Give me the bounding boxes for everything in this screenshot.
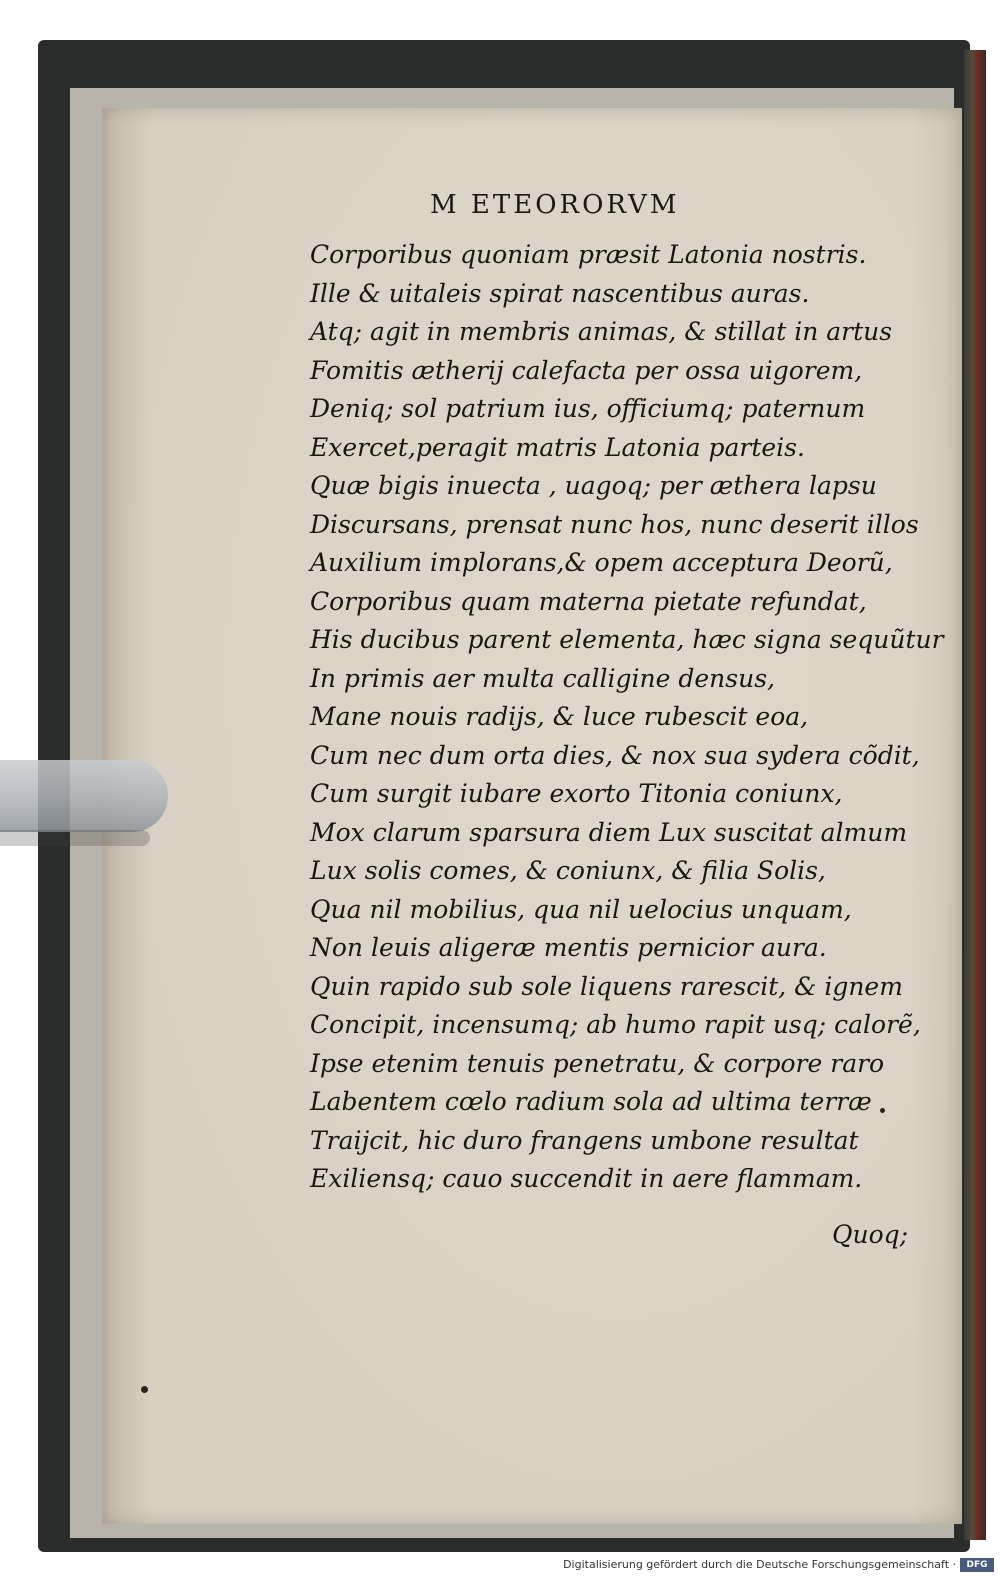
verse-line: Quin rapido sub sole liquens rarescit, & ignem	[310, 971, 903, 1001]
verse-line: Concipit, incensumq; ab humo rapit usq; calorẽ,	[310, 1010, 921, 1039]
verse-line: Labentem cœlo radium sola ad ultima terræ	[310, 1087, 872, 1116]
dfg-logo: DFG	[960, 1558, 994, 1572]
page-clip-shadow	[0, 830, 150, 846]
digitization-credit: Digitalisierung gefördert durch die Deutsche Forschungsgemeinschaft ·	[563, 1558, 956, 1571]
verse-line: Lux solis comes, & coniunx, & filia Solis,	[310, 856, 826, 885]
ink-speck	[141, 1386, 148, 1393]
verse-line: Mox clarum sparsura diem Lux suscitat almum	[310, 817, 908, 847]
page-clip	[0, 760, 168, 832]
verse-line: Non leuis aligeræ mentis pernicior aura.	[310, 933, 827, 962]
verse-line: Qua nil mobilius, qua nil uelocius unquam,	[310, 894, 852, 924]
catchword: Quoq;	[832, 1220, 909, 1249]
verse-line: Fomitis ætherij calefacta per ossa uigorem,	[310, 355, 863, 385]
verse-line: Cum surgit iubare exorto Titonia coniunx,	[310, 779, 843, 808]
verse-line: Auxilium implorans,& opem acceptura Deorũ,	[310, 548, 893, 577]
verse-line: Corporibus quam materna pietate refundat,	[310, 586, 867, 616]
verse-line: Ille & uitaleis spirat nascentibus auras.	[310, 278, 810, 308]
verse-line: Corporibus quoniam præsit Latonia nostris.	[310, 240, 867, 269]
verse-line: Traijcit, hic duro frangens umbone resultat	[310, 1125, 859, 1155]
verse-line: Cum nec dum orta dies, & nox sua sydera cõdit,	[310, 740, 920, 770]
verse-line: His ducibus parent elementa, hæc signa sequũtur	[310, 625, 944, 654]
running-head: M ETEORORVM	[430, 190, 680, 220]
verse-line: Deniq; sol patrium ius, officiumq; paternum	[310, 394, 866, 423]
verse-line: Mane nouis radijs, & luce rubescit eoa,	[310, 702, 809, 731]
verse-line: Atq; agit in membris animas, & stillat in artus	[310, 317, 893, 346]
verse-line: Exercet,peragit matris Latonia parteis.	[310, 432, 805, 462]
verse-block	[310, 236, 944, 1199]
verse-line: Quæ bigis inuecta , uagoq; per æthera lapsu	[310, 471, 877, 500]
verse-line: Discursans, prensat nunc hos, nunc deserit illos	[310, 509, 919, 539]
verse-line: In primis aer multa calligine densus,	[310, 663, 775, 693]
book-spine-edge	[964, 50, 986, 1540]
verse-line: Ipse etenim tenuis penetratu, & corpore raro	[310, 1048, 885, 1078]
verse-line: Exiliensq; cauo succendit in aere flammam.	[310, 1164, 863, 1193]
